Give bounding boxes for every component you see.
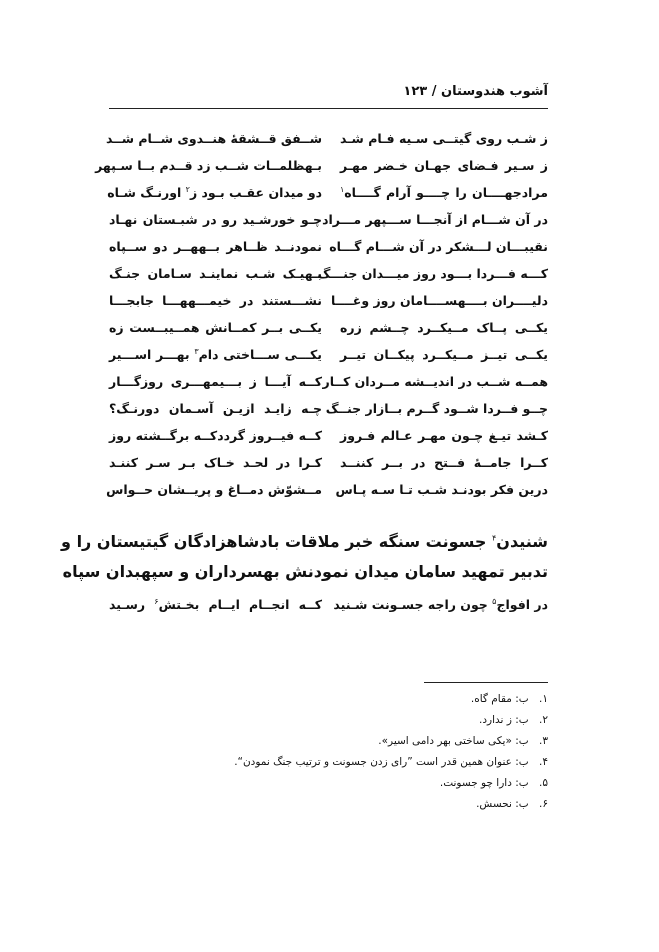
hemistich-first: همــه شــب در اندیــشه مــردان کــار [322,374,548,389]
footnote-marker: ۳ [194,347,199,356]
heading-text: جسونت سنگه خبر ملاقات بادشاهزادگان گیتیستان را و [61,532,492,551]
hemistich-second: یکــی بــر کمــانش همــیبــست زه [109,320,322,335]
hemistich-second: نمودنــد ظــاهر بــههــر دو ســپاه [109,239,322,254]
section-heading-line2: تدبیر تمهید سامان میدان نمودنش بهسرداران و سپهبدان سپاه [62,562,548,581]
hemistich-second: چـه زایـد ازیـن آسـمان دورنـگ؟ [109,401,322,416]
hemistich-first: ز شـب روی گیتــی سـیه فـام شـد [340,131,548,146]
hemistich-second [109,347,322,362]
footnote-marker: ۶ [154,597,159,606]
hemistich-second: مــشوّش دمــاغ و پریــشان حــواس [106,482,322,497]
hemistich-first [333,597,548,613]
hemistich-text: کــه انجــام ایــام بخـتش [158,597,322,613]
footnote-marker: ۵ [492,597,497,606]
verse-row [109,455,548,475]
hemistich-first: ز سـیر فـضای جهـان خـضر مهـر [340,158,548,173]
footnote-text: ب: عنوان همین قدر است ”رای زدن جسونت و ترتیب جنگ نمودن“. [234,756,529,768]
footnote [476,798,548,810]
footnote [378,735,548,747]
footnote-marker: ۱ [340,185,345,194]
header-rule [109,108,548,109]
verse-row [95,158,548,178]
hemistich-second: نشـــستند در خیمـــههـــا جابجـــا [109,293,322,308]
hemistich-first: کــرا جامــهٔ فــتح در بــر کننــد [340,455,548,470]
footnote-number: ۴. [539,756,548,768]
section-heading-line1 [61,532,548,551]
footnote-number: ۲. [539,714,548,726]
verse-row [109,320,548,340]
hemistich-second: بـهیـک شـب نماینـد سـامان جنـگ [109,266,322,281]
footnote [479,714,548,726]
footnote-number: ۱. [539,693,548,705]
verse-row [105,131,548,151]
running-head: آشوب هندوستان / ۱۲۳ [403,84,548,99]
footnote [440,777,548,789]
verse-row [109,428,548,448]
footnote-number: ۵. [539,777,548,789]
hemistich-first: یکــی پــاک مــیکــرد چــشم زره [340,320,548,335]
verse-row [109,293,548,313]
footnote [471,693,548,705]
hemistich-text: بهـــر اســـیر [109,347,195,363]
hemistich-second: کــه آیـــا ز بـــیمهـــری روزگـــار [109,374,322,389]
verse-row [109,266,548,286]
hemistich-text: رسـید [109,597,155,613]
footnote-text: ب: دارا چو جسونت. [439,777,529,789]
hemistich-text: اورنـگ شـاه [107,185,186,201]
footnote-text: ب: ز ندارد. [479,714,529,726]
footnote-marker: ۲ [185,185,190,194]
hemistich-first: در آن شـــام از آنجـــا ســـپهر مـــراد [322,212,548,227]
hemistich-first: کـشد تیـغ چـون مهـر عـالم فـروز [340,428,548,443]
verse-row [109,239,548,259]
footnote-marker: ۴ [492,533,497,543]
footnote-rule [424,682,548,683]
hemistich-first: درین فکر بودنـد شـب تـا سـه پـاس [335,482,548,497]
verse-row [109,347,548,367]
footnote [234,756,548,768]
hemistich-first: چــو فــردا شــود گــرم بــازار جنــگ [325,401,548,416]
verse-row [109,597,548,617]
hemistich-second [109,597,322,612]
hemistich-text: یکـــی ســـاختی دام [198,347,322,363]
hemistich-text: دو میدان عقـب بـود ز [189,185,322,201]
verse-row [106,482,548,502]
verse-row [109,374,548,394]
hemistich-second: شــفق قــشقهٔ هنــدوی شــام شــد [105,131,322,146]
footnote-number: ۳. [539,735,548,747]
hemistich-second: بـهظلمــات شــب زد قــدم بــا سـپهر [95,158,322,173]
footnote-text: ب: مقام گاه. [470,693,529,705]
hemistich-first: نقیبـــان لـــشکر در آن شـــام گـــاه [329,239,548,254]
hemistich-first: کـــه فـــردا بـــود روز میـــدان جنـــگ [317,266,548,281]
footnote-text: ب: «یکی ساختی بهر دامی اسیر». [378,735,529,747]
hemistich-second: کـرا در لحـد خـاک بـر سـر کننـد [109,455,322,470]
hemistich-second [109,185,322,200]
hemistich-text: مرادجهــــان را چــــو آرام گــــاه [344,185,548,201]
hemistich-text: در افواج [496,597,548,613]
heading-text: شنیدن [496,532,548,551]
hemistich-second: چـو خورشـید رو در شبـستان نهـاد [109,212,322,227]
hemistich-second: کــه فیــروز گرددکــه برگــشته روز [109,428,322,443]
footnote-text: ب: نحسش. [476,798,529,810]
hemistich-text: چون راجه جسـونت شـنید [333,597,493,613]
hemistich-first [340,185,548,200]
verse-row [109,212,548,232]
verse-row [109,185,548,205]
hemistich-first: دلیــــران بــــهســــامان روز وغــــا [331,293,548,308]
verse-row [109,401,548,421]
footnote-number: ۶. [539,798,548,810]
hemistich-first: یکــی تیــز مــیکــرد پیکــان تیــر [340,347,548,362]
